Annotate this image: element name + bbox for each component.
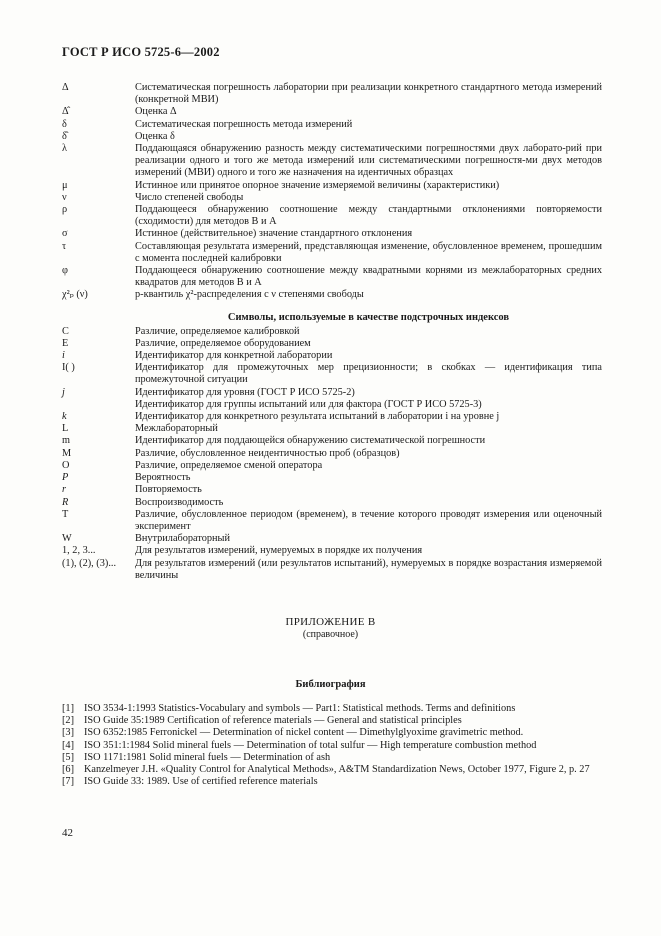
symbol-row xyxy=(62,119,602,131)
symbol-row xyxy=(62,350,602,362)
annex-heading xyxy=(0,616,661,641)
symbol: C xyxy=(62,325,69,337)
reference-text: Kanzelmeyer J.H. «Quality Control for Analytical Methods», A&TM Standardization News, October 1977, Figure 2, p. 27 xyxy=(84,764,590,776)
bibliography-entry xyxy=(62,764,602,776)
symbol-description: Повторяемость xyxy=(135,484,202,496)
symbol-description: Идентификатор для уровня (ГОСТ Р ИСО 5725-2) xyxy=(135,386,355,398)
symbol-row xyxy=(62,533,602,545)
reference-number: [7] xyxy=(62,776,75,788)
symbol-description: Различие, определяемое сменой оператора xyxy=(135,459,323,471)
symbol: (1), (2), (3)... xyxy=(62,557,117,569)
document-header: ГОСТ Р ИСО 5725-6—2002 xyxy=(62,45,220,59)
symbol-description: Внутрилабораторный xyxy=(135,533,230,545)
bibliography-entry xyxy=(62,740,602,752)
symbol-row xyxy=(62,448,602,460)
reference-text: ISO Guide 33: 1989. Use of certified reference materials xyxy=(84,776,318,788)
symbol: τ xyxy=(62,240,67,252)
symbol-description: Поддающееся обнаружению соотношение между квадратными корнями из межлабораторных средних квадратов для методов В и А xyxy=(135,265,602,289)
bibliography-entry xyxy=(62,776,602,788)
symbol-row xyxy=(62,228,602,240)
bibliography-entry xyxy=(62,715,602,727)
symbol-description: Различие, обусловленное периодом (временем), в течение которого проводят измерения или оценочный эксперимент xyxy=(135,508,602,532)
reference-number: [6] xyxy=(62,764,75,776)
symbol-description: Различие, определяемое оборудованием xyxy=(135,337,311,349)
reference-text: ISO 1171:1981 Solid mineral fuels — Determination of ash xyxy=(84,751,331,763)
main-symbols xyxy=(62,82,602,302)
symbol-row xyxy=(62,326,602,338)
symbol-row xyxy=(62,180,602,192)
bibliography-list xyxy=(62,703,602,788)
symbol-description: p-квантиль χ²-распределения с ν степенями свободы xyxy=(135,289,364,301)
subscript-section-title: Символы, используемые в качестве подстрочных индексов xyxy=(227,311,510,323)
symbol-description: Поддающаяся обнаружению разность между систематическими погрешностями двух лаборато-рий при реализации одного и того же метода измерений или систематическими погрешностя-ми двух методов измерений (МВИ) одного и того же назначения на идентичных образцах xyxy=(135,143,602,179)
reference-text: ISO 3534-1:1993 Statistics-Vocabulary and symbols — Part1: Statistical methods. Terms and definitions xyxy=(84,703,516,714)
symbol-row xyxy=(62,472,602,484)
symbol: I( ) xyxy=(62,362,75,374)
symbol-description: Идентификатор для промежуточных мер прецизионности; в скобках — идентификация типа промежуточной ситуации xyxy=(135,362,602,386)
symbol-row xyxy=(62,497,602,509)
symbol: ν xyxy=(62,191,67,203)
symbol: μ xyxy=(62,179,68,191)
symbol-description: Вероятность xyxy=(135,472,191,484)
symbol: P xyxy=(62,472,69,484)
annex-title: ПРИЛОЖЕНИЕ В xyxy=(285,616,376,628)
bibliography-entry xyxy=(62,703,602,715)
symbol-description: Для результатов измерений, нумеруемых в порядке их получения xyxy=(135,545,423,557)
symbol-row xyxy=(62,241,602,265)
page-number: 42 xyxy=(62,827,73,839)
symbol-row xyxy=(62,484,602,496)
symbol-description: Истинное (действительное) значение стандартного отклонения xyxy=(135,228,413,240)
symbol: δ xyxy=(62,118,67,130)
symbol-row xyxy=(62,338,602,350)
symbol: m xyxy=(62,435,71,447)
symbol-description: Межлабораторный xyxy=(135,423,218,435)
symbol: χ²ₚ (ν) xyxy=(62,289,88,301)
symbol-description: Систематическая погрешность лаборатории при реализации конкретного стандартного метода измерений (конкретной МВИ) xyxy=(135,82,602,106)
symbol-description: Поддающееся обнаружению соотношение между стандартными отклонениями повторяемости (сходимости) для методов В и А xyxy=(135,204,602,228)
symbol-description: Для результатов измерений (или результатов испытаний), нумеруемых в порядке возрастания измеряемой величины xyxy=(135,557,602,581)
symbol-row xyxy=(62,82,602,106)
bibliography-entry xyxy=(62,727,602,739)
symbol: Δ̂ xyxy=(62,106,69,118)
symbol-description: Число степеней свободы xyxy=(135,191,244,203)
symbol-description: Истинное или принятое опорное значение измеряемой величины (характеристики) xyxy=(135,179,500,191)
symbol-row xyxy=(62,143,602,180)
symbol: L xyxy=(62,423,69,435)
reference-text: ISO Guide 35:1989 Certification of reference materials — General and statistical principles xyxy=(84,715,462,727)
symbol-description: Идентификатор для конкретного результата испытаний в лаборатории i на уровне j xyxy=(135,411,500,423)
symbol-row xyxy=(62,545,602,557)
symbol-row xyxy=(62,435,602,447)
reference-number: [2] xyxy=(62,715,75,727)
reference-text: ISO 351:1:1984 Solid mineral fuels — Determination of total sulfur — High temperature combustion method xyxy=(84,739,537,751)
symbol: O xyxy=(62,459,70,471)
symbol: E xyxy=(62,337,69,349)
symbol-description: Идентификатор для группы испытаний или для фактора (ГОСТ Р ИСО 5725-3) xyxy=(135,398,482,410)
symbol-description: Идентификатор для поддающейся обнаружению систематической погрешности xyxy=(135,435,486,447)
symbol-list xyxy=(62,82,602,582)
symbol-row xyxy=(62,423,602,435)
bibliography-entry xyxy=(62,752,602,764)
symbol-row xyxy=(62,411,602,423)
symbol: φ xyxy=(62,265,68,277)
symbol-row xyxy=(62,131,602,143)
symbol: j xyxy=(62,386,65,398)
symbol-description: Воспроизводимость xyxy=(135,496,224,508)
reference-number: [1] xyxy=(62,703,75,714)
reference-number: [3] xyxy=(62,727,75,739)
symbol-description: Оценка Δ xyxy=(135,106,177,118)
symbol-row xyxy=(62,289,602,301)
symbol xyxy=(62,399,135,411)
symbol-description: Систематическая погрешность метода измерений xyxy=(135,118,353,130)
symbol: ρ xyxy=(62,204,68,216)
symbol: δ̂ xyxy=(62,130,67,142)
symbol: λ xyxy=(62,143,67,155)
annex-subtitle: (справочное) xyxy=(302,629,359,640)
reference-number: [5] xyxy=(62,751,75,763)
symbol: σ xyxy=(62,228,68,240)
symbol-row xyxy=(62,558,602,582)
symbol: Δ xyxy=(62,82,69,93)
symbol: W xyxy=(62,533,72,545)
symbol: k xyxy=(62,411,67,423)
symbol: r xyxy=(62,484,67,496)
symbol-description: Оценка δ xyxy=(135,130,175,142)
symbol-row xyxy=(62,204,602,228)
symbol-row xyxy=(62,399,602,411)
symbol-row xyxy=(62,265,602,289)
symbol-row xyxy=(62,460,602,472)
symbol: M xyxy=(62,447,72,459)
symbol-row xyxy=(62,387,602,399)
symbol-row xyxy=(62,509,602,533)
symbol: T xyxy=(62,508,69,520)
subscript-symbols xyxy=(62,326,602,582)
bibliography-title: Библиография xyxy=(295,679,366,690)
symbol: R xyxy=(62,496,69,508)
symbol-description: Различие, определяемое калибровкой xyxy=(135,325,300,337)
reference-text: ISO 6352:1985 Ferronickel — Determination of nickel content — Dimethylglyoxime gravimetric method. xyxy=(84,727,524,739)
symbol-row xyxy=(62,192,602,204)
symbol-row xyxy=(62,106,602,118)
symbol-description: Различие, обусловленное неидентичностью проб (образцов) xyxy=(135,447,400,459)
reference-number: [4] xyxy=(62,739,75,751)
symbol: i xyxy=(62,350,65,362)
symbol-row xyxy=(62,362,602,386)
symbol-description: Составляющая результата измерений, представляющая изменение, обусловленное временем, прошедшим с момента последней калибровки xyxy=(135,240,602,264)
symbol-description: Идентификатор для конкретной лаборатории xyxy=(135,350,333,362)
symbol: 1, 2, 3... xyxy=(62,545,96,557)
